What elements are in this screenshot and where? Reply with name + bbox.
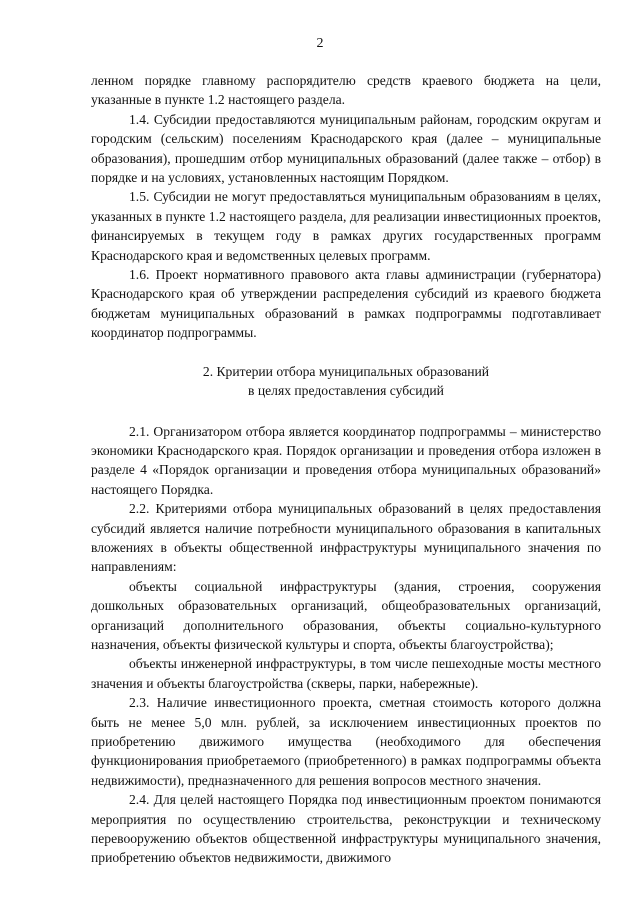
section-heading-line-1: 2. Критерии отбора муниципальных образований <box>202 363 490 379</box>
paragraph-2-4: 2.4. Для целей настоящего Порядка под инвестиционным проектом понимаются мероприятия по осуществлению строительства, реконструкции и техническому перевооружению объектов общественной инфраструктуры муниципального значения, приобретению объектов недвижимости, движимого <box>91 792 601 866</box>
document-body <box>91 71 601 868</box>
section-heading-line-2: в целях предоставления субсидий <box>248 383 444 399</box>
page-number: 2 <box>316 36 324 51</box>
paragraph-social-infrastructure: объекты социальной инфраструктуры (здания, строения, сооружения дошкольных образовательных организаций, общеобразовательных организаций, организаций дополнительного образования, объекты социально-культурного назначения, объекты физической культуры и спорта, объекты благоустройства); <box>91 578 601 652</box>
paragraph-continuation: ленном порядке главному распорядителю средств краевого бюджета на цели, указанные в пункте 1.2 настоящего раздела. <box>91 73 601 108</box>
paragraph-2-2: 2.2. Критериями отбора муниципальных образований в целях предоставления субсидий является наличие потребности муниципального образования в капитальных вложениях в объекты общественной инфраструктуры муниципального значения по направлениям: <box>91 501 601 575</box>
paragraph-2-1: 2.1. Организатором отбора является координатор подпрограммы – министерство экономики Краснодарского края. Порядок организации и проведения отбора изложен в разделе 4 «Порядок организации и проведения отбора муниципальных образований» настоящего Порядка. <box>91 423 601 497</box>
paragraph-2-3: 2.3. Наличие инвестиционного проекта, сметная стоимость которого должна быть не менее 5,0 млн. рублей, за исключением инвестиционных проектов по приобретению движимого имущества (необходимого для обеспечения функционирования приобретаемого (приобретенного) в рамках подпрограммы объекта недвижимости), предназначенного для решения вопросов местного значения. <box>91 695 601 788</box>
paragraph-1-5: 1.5. Субсидии не могут предоставляться муниципальным образованиям в целях, указанных в пункте 1.2 настоящего раздела, для реализации инвестиционных проектов, финансируемых в текущем году в рамках других государственных программ Краснодарского края и ведомственных целевых программ. <box>91 189 601 263</box>
paragraph-1-4: 1.4. Субсидии предоставляются муниципальным районам, городским округам и городским (сельским) поселениям Краснодарского края (далее – муниципальные образования), прошедшим отбор муниципальных образований (далее также – отбор) в порядке и на условиях, установленных настоящим Порядком. <box>91 111 601 186</box>
paragraph-engineering-infrastructure: объекты инженерной инфраструктуры, в том числе пешеходные мосты местного значения и объекты благоустройства (скверы, парки, набережные). <box>91 656 601 691</box>
section-heading <box>91 362 601 401</box>
paragraph-1-6: 1.6. Проект нормативного правового акта главы администрации (губернатора) Краснодарского края об утверждении распределения субсидий из краевого бюджета бюджетам муниципальных образований в рамках подпрограммы подготавливает координатор подпрограммы. <box>91 267 601 341</box>
